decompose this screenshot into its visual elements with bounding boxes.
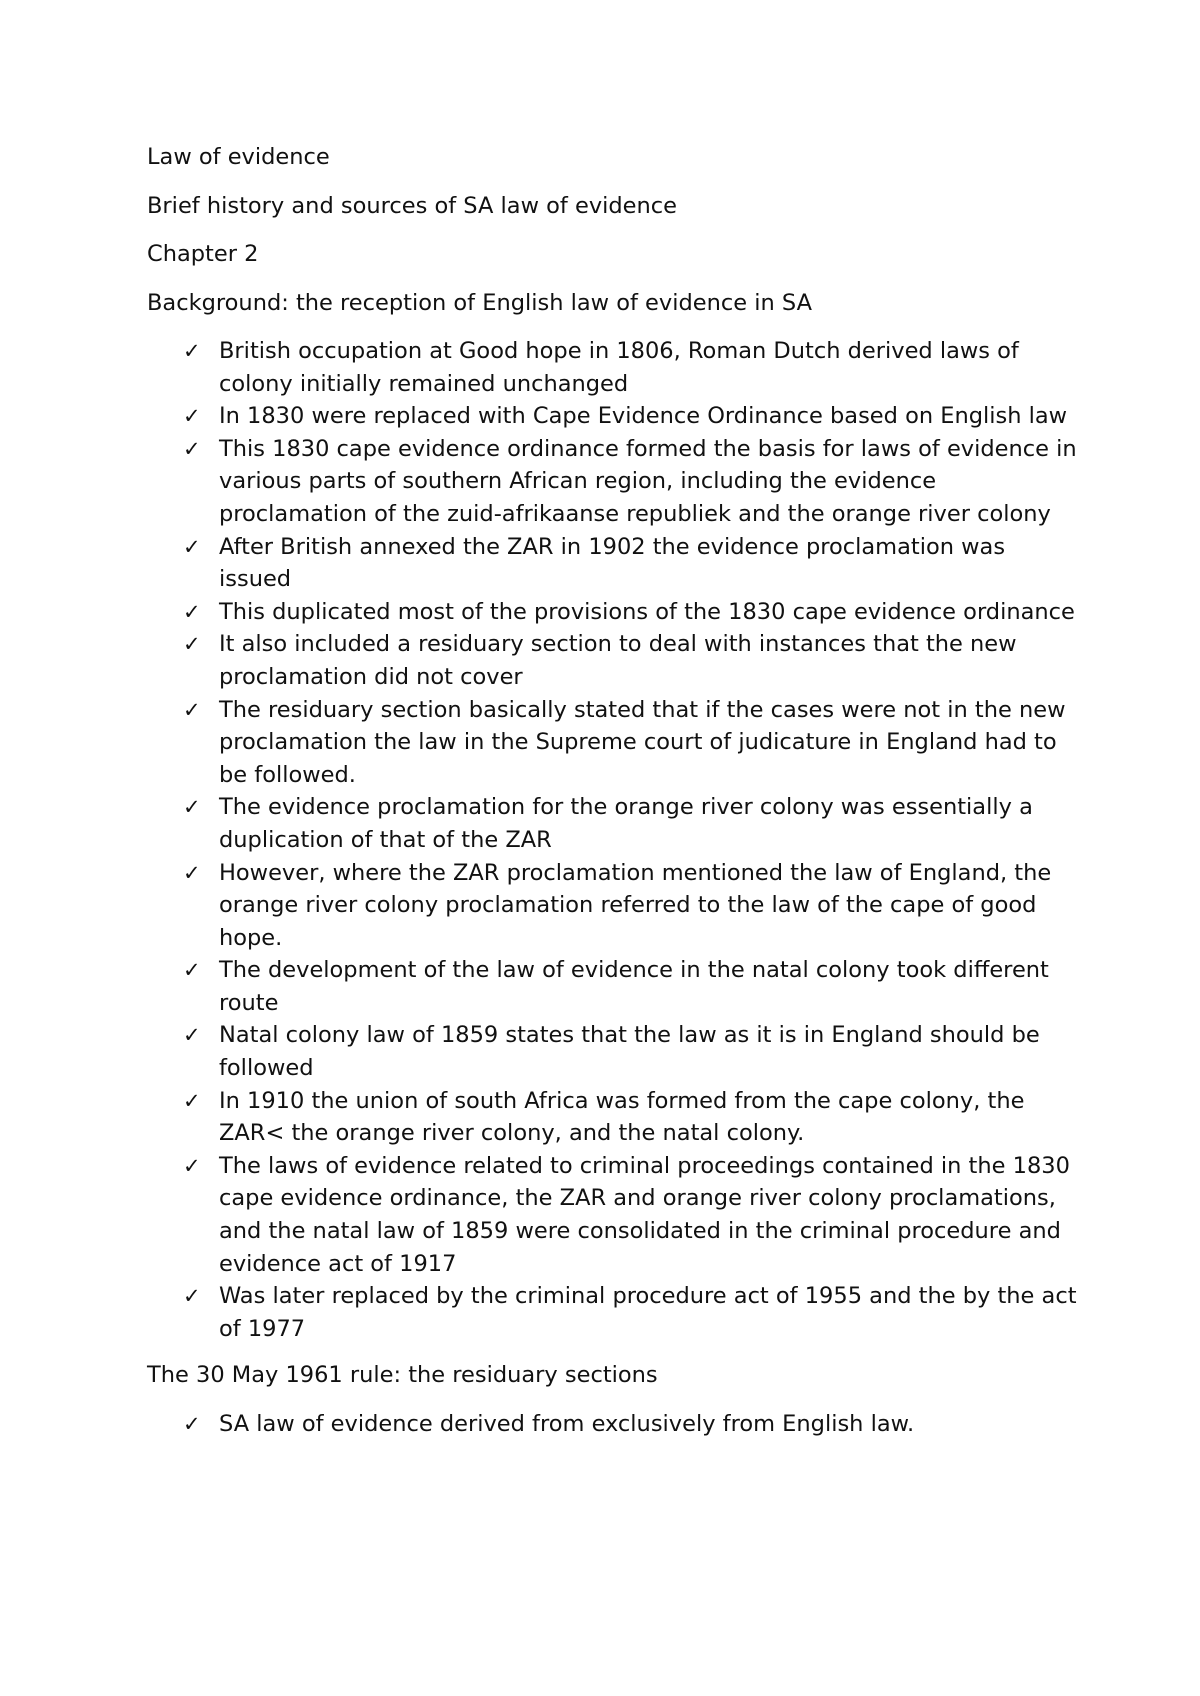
document-title: Law of evidence: [147, 144, 330, 170]
list-item: [147, 954, 1077, 1019]
section-heading-background: Background: the reception of English law of evidence in SA: [147, 289, 812, 316]
check-mark-icon: ✓: [183, 860, 201, 885]
list-item-text: This 1830 cape evidence ordinance formed the basis for laws of evidence in various parts of southern African region, including the evidence proclamation of the zuid-afrikaanse republiek and the orange river colony: [219, 435, 1077, 527]
document-page: [147, 141, 1077, 1455]
list-item-text: It also included a residuary section to deal with instances that the new proclamation did not cover: [219, 631, 1017, 690]
list-item: [147, 628, 1077, 693]
list-item-text: Natal colony law of 1859 states that the law as it is in England should be followed: [219, 1022, 1040, 1082]
check-mark-icon: ✓: [183, 958, 201, 983]
check-mark-icon: ✓: [183, 534, 201, 559]
list-item-text: This duplicated most of the provisions of the 1830 cape evidence ordinance: [219, 598, 1075, 625]
check-mark-icon: ✓: [183, 632, 201, 657]
list-item: [147, 1408, 1077, 1441]
check-mark-icon: ✓: [183, 795, 201, 820]
list-item-text: The laws of evidence related to criminal proceedings contained in the 1830 cape evidence ordinance, the ZAR and orange river colony proclamations, and the natal law of 1859 were consolidated in the criminal procedure and evidence act of 1917: [219, 1152, 1070, 1277]
check-mark-icon: ✓: [183, 404, 201, 429]
document-subtitle: Brief history and sources of SA law of evidence: [147, 192, 677, 219]
list-item: [147, 1085, 1077, 1150]
list-item: [147, 1280, 1077, 1345]
list-item-text: SA law of evidence derived from exclusively from English law.: [219, 1410, 915, 1437]
list-item-text: The evidence proclamation for the orange river colony was essentially a duplication of that of the ZAR: [219, 794, 1033, 853]
list-item-text: After British annexed the ZAR in 1902 the evidence proclamation was issued: [219, 533, 1006, 593]
check-mark-icon: ✓: [183, 599, 201, 624]
list-item-text: In 1910 the union of south Africa was formed from the cape colony, the ZAR< the orange river colony, and the natal colony.: [219, 1087, 1025, 1147]
list-item-text: Was later replaced by the criminal procedure act of 1955 and the by the act of 1977: [219, 1283, 1077, 1342]
check-mark-icon: ✓: [183, 1088, 201, 1113]
list-item: [147, 531, 1077, 596]
list-item: [147, 400, 1077, 433]
check-mark-icon: ✓: [183, 1284, 201, 1309]
check-mark-icon: ✓: [183, 1411, 201, 1436]
list-item-text: In 1830 were replaced with Cape Evidence Ordinance based on English law: [219, 403, 1068, 430]
list-item: [147, 1150, 1077, 1280]
list-item-text: The development of the law of evidence in the natal colony took different route: [219, 957, 1049, 1016]
list-item-text: However, where the ZAR proclamation mentioned the law of England, the orange river colony proclamation referred to the law of the cape of good hope.: [219, 859, 1052, 951]
check-mark-icon: ✓: [183, 1153, 201, 1178]
section-heading-residuary: The 30 May 1961 rule: the residuary sections: [147, 1362, 658, 1389]
checklist-residuary: [147, 1408, 1077, 1441]
list-item: [147, 857, 1077, 955]
list-item: [147, 335, 1077, 400]
check-mark-icon: ✓: [183, 436, 201, 461]
check-mark-icon: ✓: [183, 339, 201, 363]
checklist-background: [147, 335, 1077, 1345]
chapter-label: Chapter 2: [147, 241, 259, 267]
check-mark-icon: ✓: [183, 697, 201, 722]
list-item: [147, 791, 1077, 856]
list-item: [147, 694, 1077, 792]
check-mark-icon: ✓: [183, 1023, 201, 1048]
list-item-text: British occupation at Good hope in 1806, Roman Dutch derived laws of colony initially remained unchanged: [219, 338, 1019, 397]
list-item: [147, 1019, 1077, 1084]
list-item: [147, 433, 1077, 531]
list-item: [147, 596, 1077, 629]
list-item-text: The residuary section basically stated that if the cases were not in the new proclamation the law in the Supreme court of judicature in England had to be followed.: [219, 696, 1066, 788]
